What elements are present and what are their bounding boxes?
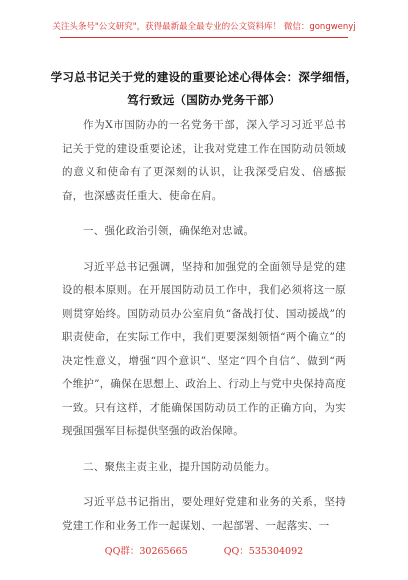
document-body [62, 114, 346, 550]
footer-contact [0, 543, 408, 557]
title-line-1: 学习总书记关于党的建设的重要论述心得体会：深学细悟， [50, 70, 358, 84]
title-line-2: 笃行致远（国防办党务干部） [127, 93, 281, 107]
paragraph-section-2: 习近平总书记指出，要处理好党建和业务的关系，坚持党建工作和业务工作一起谋划、一起部署、一起落实、一 [62, 496, 346, 532]
section-heading-2: 二、聚焦主责主业，提升国防动员能力。 [83, 460, 276, 473]
header-notice: 关注头条号"公文研究"，获得最新最全最专业的公文资料库！ 微信：gongwenyj [52, 22, 356, 32]
paragraph-intro: 作为X市国防办的一名党务干部，深入学习习近平总书记关于党的建设重要论述，让我对党建工作在国防动员领域的意义和使命有了更深刻的认识，让我深受启发、倍感振奋，也深感责任重大、使命在肩。 [62, 119, 346, 202]
footer-qq: QQ：535304092 [223, 546, 304, 557]
document-title [50, 66, 358, 112]
footer-qq-group: QQ群：30265665 [104, 546, 188, 557]
paragraph-section-1: 习近平总书记强调，坚持和加强党的全面领导是党的建设的根本原则。在开展国防动员工作中，我们必须将这一原则贯穿始终。国防动员办公室肩负“备战打仗、国动援战”的职责使命，在实际工作中，我们更要深刻领悟“两个确立”的决定性意义，增强“四个意识”、坚定“四个自信”、做到“两个维护”，确保在思想上、政治上、行动上与党中央保持高度一致。只有这样，才能确保国防动员工作的正确方向，为实现强国强军目标提供坚强的政治保障。 [62, 260, 346, 437]
section-heading-1: 一、强化政治引领，确保绝对忠诚。 [83, 225, 255, 237]
header-divider [60, 37, 348, 38]
